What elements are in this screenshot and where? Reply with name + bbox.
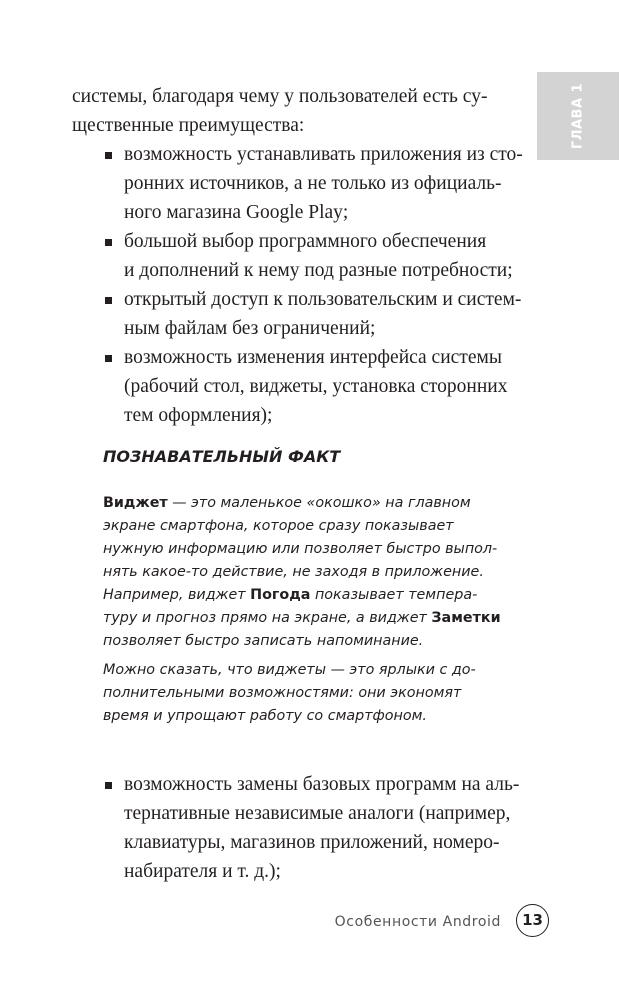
bullet-marker bbox=[105, 239, 112, 246]
fact-line bbox=[103, 492, 471, 514]
list-item-line: ного магазина Google Play; bbox=[124, 202, 349, 223]
bullet-marker bbox=[105, 355, 112, 362]
fact-line: нужную информацию или позволяет быстро выпол- bbox=[103, 541, 498, 557]
fact-text: Например, виджет bbox=[103, 587, 251, 603]
list-item-line: тернативные независимые аналоги (например, bbox=[124, 803, 511, 824]
list-item-line: большой выбор программного обеспечения bbox=[124, 231, 487, 252]
chapter-tab bbox=[537, 72, 619, 160]
bullet-marker bbox=[105, 782, 112, 789]
list-item-line: возможность замены базовых программ на аль- bbox=[124, 774, 520, 795]
fact-line: полнительными возможностями: они экономят bbox=[103, 685, 462, 701]
fact-line: позволяет быстро записать напоминание. bbox=[103, 633, 424, 649]
list-item-line: ронних источников, а не только из официаль- bbox=[124, 173, 502, 194]
term-notes: Заметки bbox=[431, 610, 501, 626]
fact-line: время и упрощают работу со смартфоном. bbox=[103, 708, 427, 724]
fact-text: — это маленькое «окошко» на главном bbox=[167, 495, 471, 511]
list-item-line: возможность устанавливать приложения из сто- bbox=[124, 144, 523, 165]
fact-line bbox=[103, 607, 501, 629]
fact-line bbox=[103, 584, 477, 606]
intro-line: щественные преимущества: bbox=[72, 115, 305, 136]
list-item-line: ным файлам без ограничений; bbox=[124, 318, 376, 339]
list-item-line: (рабочий стол, виджеты, установка сторонних bbox=[124, 376, 508, 397]
bullet-marker bbox=[105, 152, 112, 159]
fact-text: показывает темпера- bbox=[310, 587, 478, 603]
list-item-line: тем оформления); bbox=[124, 405, 273, 426]
chapter-tab-label: ГЛАВА 1 bbox=[570, 82, 586, 150]
list-item-line: набирателя и т. д.); bbox=[124, 861, 281, 882]
fact-text: туру и прогноз прямо на экране, а виджет bbox=[103, 610, 432, 626]
term-weather: Погода bbox=[250, 587, 311, 603]
bullet-marker bbox=[105, 297, 112, 304]
list-item-line: возможность изменения интерфейса системы bbox=[124, 347, 502, 368]
fact-line: экране смартфона, которое сразу показывает bbox=[103, 518, 454, 534]
fact-line: Можно сказать, что виджеты — это ярлыки с до- bbox=[103, 662, 476, 678]
page-number: 13 bbox=[516, 904, 549, 937]
term-widget: Виджет bbox=[103, 495, 168, 511]
list-item-line: и дополнений к нему под разные потребности; bbox=[124, 260, 513, 281]
intro-line: системы, благодаря чему у пользователей есть су- bbox=[72, 86, 488, 107]
fact-heading: ПОЗНАВАТЕЛЬНЫЙ ФАКТ bbox=[103, 447, 341, 466]
fact-line: нять какое-то действие, не заходя в приложение. bbox=[103, 564, 484, 580]
running-footer: Особенности Android bbox=[334, 914, 501, 930]
list-item-line: клавиатуры, магазинов приложений, номеро- bbox=[124, 832, 500, 853]
list-item-line: открытый доступ к пользовательским и систем- bbox=[124, 289, 522, 310]
